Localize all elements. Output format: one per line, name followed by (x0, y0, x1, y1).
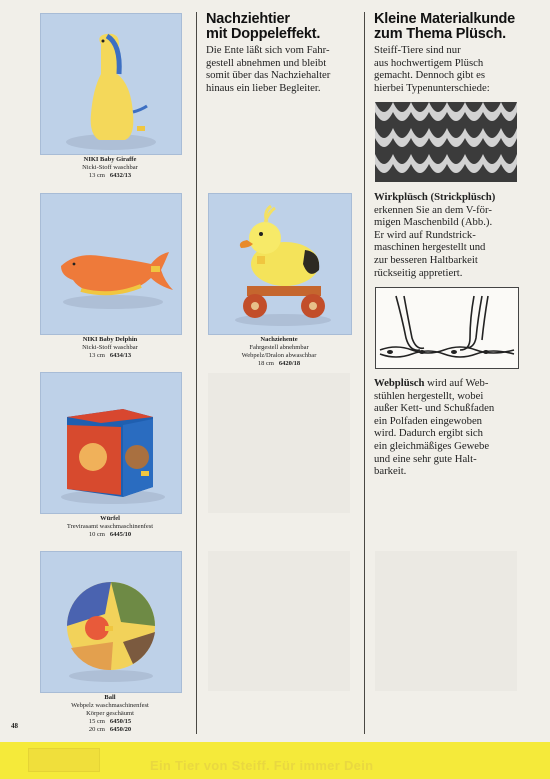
text-line: migen Maschenbild (Abb.). (374, 216, 493, 229)
text-line: wird. Dadurch ergibt sich (374, 427, 484, 440)
text-line: erkennen Sie an dem V-för- (374, 203, 492, 216)
text-line: gestell abnehmen und bleibt (206, 56, 327, 69)
product-article: 6445/10 (109, 531, 132, 538)
product-size: 13 cm (88, 172, 105, 179)
text-line: Die Ente läßt sich vom Fahr- (206, 44, 330, 56)
ball-photo (40, 551, 182, 693)
product-name: NIKI Baby Delphin (82, 336, 138, 343)
product-article: 6420/18 (278, 360, 301, 367)
product-caption-giraffe (40, 156, 180, 180)
blank-panel (375, 551, 517, 691)
heading-line: Kleine Materialkunde (374, 11, 516, 27)
text-line: stühlen hergestellt, wobei (374, 389, 484, 402)
weave-diagram (375, 287, 519, 369)
product-material: Fahrgestell abnehmbar (249, 344, 309, 351)
product-article: 6450/20 (109, 726, 132, 733)
product-size: 10 cm (88, 531, 105, 538)
product-size: 18 cm (257, 360, 274, 367)
text-line: wird auf Web- (424, 377, 489, 389)
text-line: Er wird auf Rundstrick- (374, 228, 476, 241)
text-line: hinaus ein lieber Begleiter. (206, 81, 321, 94)
product-article: 6434/13 (109, 352, 132, 359)
product-caption-cube (40, 515, 180, 539)
footer-band (0, 742, 550, 779)
middle-body-text (206, 44, 361, 94)
product-caption-dolphin (40, 336, 180, 360)
product-size: 15 cm (88, 718, 105, 725)
right-intro-text (374, 44, 524, 94)
text-line: und eine sehr gute Halt- (374, 452, 477, 465)
wirk-text (374, 191, 524, 279)
product-size: 20 cm (88, 726, 105, 733)
web-text (374, 377, 524, 478)
giraffe-photo (40, 13, 182, 155)
text-line: somit über das Nachziehalter (206, 69, 331, 82)
product-name: Nachziehente (260, 336, 298, 343)
product-name: Ball (104, 694, 116, 701)
text-line: ein gleichmäßiges Gewebe (374, 439, 490, 452)
product-size: 13 cm (88, 352, 105, 359)
text-line: barkeit. (374, 465, 407, 478)
product-material: Körper geschäumt (86, 710, 134, 717)
heading-line: Nachziehtier (206, 11, 290, 27)
footer-slogan: Ein Tier von Steiff. Für immer Dein (150, 758, 374, 773)
text-line: maschinen hergestellt und (374, 241, 486, 254)
duck-photo (208, 193, 352, 335)
text-line: hierbei Typenunterschiede: (374, 81, 490, 94)
web-title: Webplüsch (374, 377, 425, 389)
text-line: ein Polfaden eingewoben (374, 414, 483, 427)
product-article: 6450/15 (109, 718, 132, 725)
product-material: Webpelz waschmaschinenfest (71, 702, 149, 709)
text-line: gemacht. Dennoch gibt es (374, 69, 485, 82)
blank-panel (208, 373, 350, 513)
heading-line: mit Doppeleffekt. (206, 26, 321, 42)
text-line: außer Kett- und Schußfaden (374, 402, 495, 415)
column-divider-left (196, 12, 197, 734)
wirk-title: Wirkplüsch (Strickplüsch) (374, 191, 496, 203)
text-line: rückseitig appretiert. (374, 266, 463, 279)
text-line: Steiff-Tiere sind nur (374, 44, 461, 56)
steiff-logo (28, 748, 100, 772)
product-material: Webpelz/Dralon abwaschbar (241, 352, 317, 359)
heading-line: zum Thema Plüsch. (374, 26, 506, 42)
dolphin-photo (40, 193, 182, 335)
product-article: 6432/13 (109, 172, 132, 179)
blank-panel (208, 551, 350, 691)
text-line: zur besseren Haltbarkeit (374, 253, 478, 266)
product-material: Trevirasamt waschmaschinenfest (66, 523, 154, 530)
knit-plush-photo (375, 102, 517, 182)
product-name: NIKI Baby Giraffe (83, 156, 137, 163)
product-material: Nicki-Stoff waschbar (82, 164, 138, 171)
text-line: aus hochwertigem Plüsch (374, 56, 484, 69)
product-caption-ball (40, 694, 180, 734)
column-divider-right (364, 12, 365, 734)
page-number: 48 (11, 722, 18, 730)
middle-heading (206, 12, 320, 42)
right-heading (374, 12, 515, 42)
cube-photo (40, 372, 182, 514)
product-caption-duck (208, 336, 350, 368)
product-material: Nicki-Stoff waschbar (82, 344, 138, 351)
product-name: Würfel (100, 515, 120, 522)
